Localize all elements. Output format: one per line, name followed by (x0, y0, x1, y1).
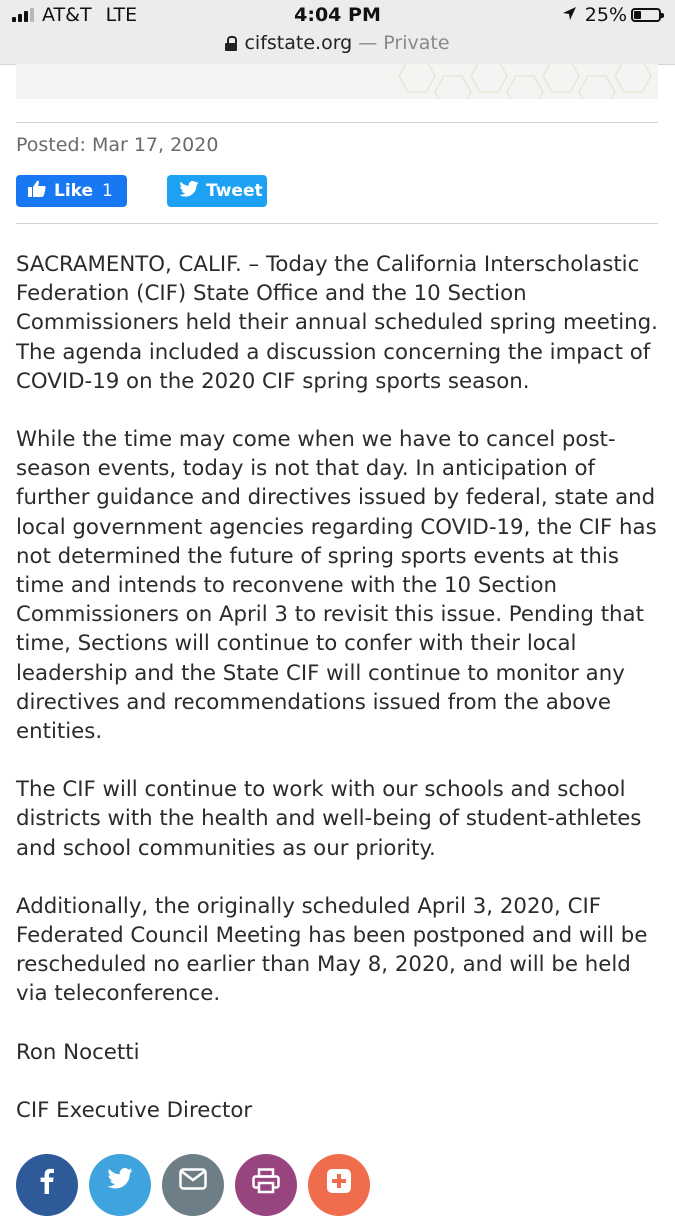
facebook-icon (40, 1168, 54, 1198)
email-icon (179, 1168, 207, 1194)
location-arrow-icon (562, 4, 577, 26)
post-date: Posted: Mar 17, 2020 (16, 134, 219, 156)
article-paragraph (16, 250, 664, 396)
like-count: 1 (102, 181, 113, 201)
article-paragraph: The CIF will continue to work with our schools and school districts with the health and well-being of student-athletes and school communities as our priority. (16, 777, 642, 861)
divider (16, 223, 658, 224)
article-paragraph: While the time may come when we have to cancel post-season events, today is not that day. In anticipation of further guidance and directives issued by federal, state and local government agencies regarding COVID-19, the CIF has not determined the future of spring sports events at this time and intends to reconvene with the 10 Section Commissioners on April 3 to revisit this issue. Pending that time, Sections will continue to confer with their local leadership and the State CIF will continue to monitor any directives and recommendations issued from the above entities. (16, 427, 657, 745)
share-twitter-button[interactable] (89, 1154, 151, 1216)
honeycomb-pattern (398, 64, 658, 99)
twitter-icon (107, 1168, 133, 1193)
lock-icon (225, 36, 237, 51)
thumbs-up-icon (28, 180, 46, 202)
address-bar[interactable] (0, 32, 675, 54)
share-more-button[interactable] (308, 1154, 370, 1216)
signature-name: Ron Nocetti (16, 1039, 140, 1065)
status-right (562, 4, 661, 26)
paragraph-text: – Today the California Interscholastic Federation (CIF) State Office and the 10 Section Commissioners held their annual scheduled spring meeting. The agenda included a discussion concerning the impact of COVID-19 on the 2020 CIF spring sports season. (16, 252, 658, 394)
plus-icon (326, 1168, 352, 1198)
header-image (16, 64, 658, 99)
dateline: SACRAMENTO, CALIF. (16, 252, 242, 277)
article-paragraph: Additionally, the originally scheduled April 3, 2020, CIF Federated Council Meeting has been postponed and will be rescheduled no earlier than May 8, 2020, and will be held via teleconference. (16, 893, 648, 1007)
print-icon (252, 1168, 280, 1198)
twitter-bird-icon (179, 181, 199, 202)
browser-status-bar (0, 0, 675, 65)
tweet-button[interactable] (167, 175, 267, 207)
network-type: LTE (105, 4, 138, 26)
tweet-label: Tweet (206, 181, 263, 201)
status-time: 4:04 PM (294, 4, 381, 26)
divider (16, 122, 658, 123)
facebook-like-button[interactable] (16, 175, 127, 207)
share-print-button[interactable] (235, 1154, 297, 1216)
share-buttons (16, 1154, 370, 1216)
article-body (16, 250, 664, 1154)
private-mode-label: — Private (358, 32, 450, 54)
battery-icon (631, 8, 661, 22)
like-label: Like (54, 181, 94, 201)
share-facebook-button[interactable] (16, 1154, 78, 1216)
signature-title: CIF Executive Director (16, 1097, 253, 1123)
carrier-name: AT&T (42, 4, 92, 26)
battery-percentage: 25% (584, 4, 627, 26)
url-domain: cifstate.org (244, 32, 353, 54)
share-email-button[interactable] (162, 1154, 224, 1216)
